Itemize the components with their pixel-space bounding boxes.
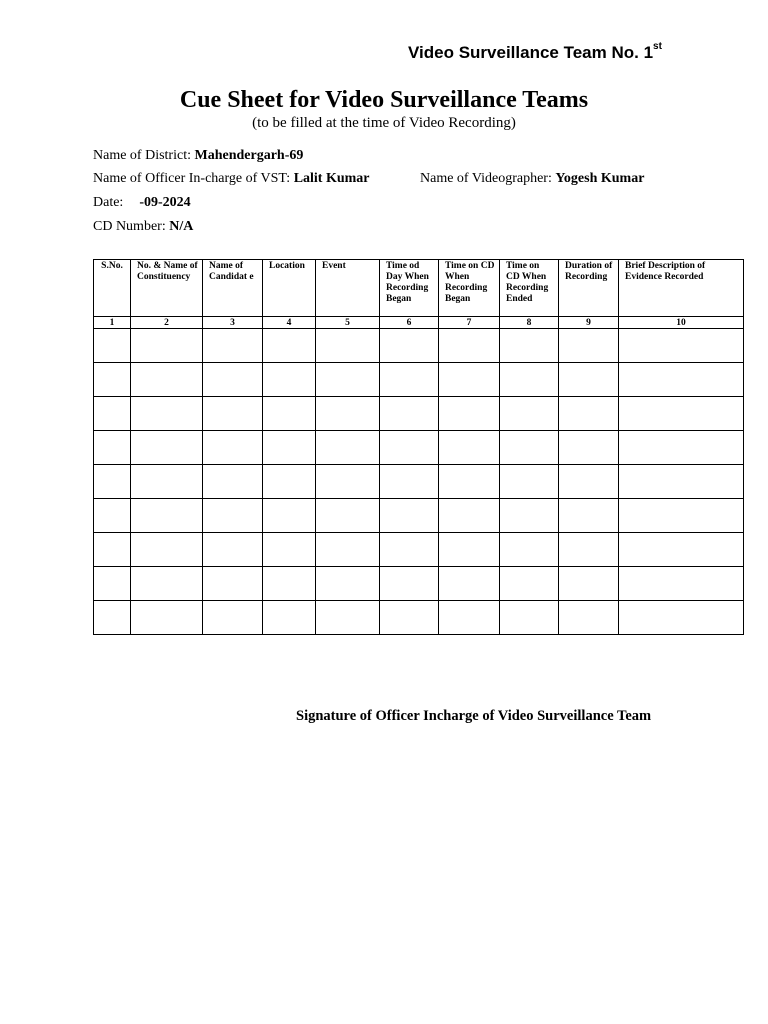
table-row [94, 431, 744, 465]
date-value: -09-2024 [139, 195, 191, 210]
table-cell[interactable] [263, 465, 316, 499]
table-cell[interactable] [316, 567, 380, 601]
officer-label: Name of Officer In-charge of VST: [93, 171, 291, 186]
table-cell[interactable] [439, 363, 500, 397]
table-cell[interactable] [559, 601, 619, 635]
table-cell[interactable] [131, 499, 203, 533]
team-number-label: Video Surveillance Team No. 1 [408, 43, 654, 62]
table-cell[interactable] [263, 601, 316, 635]
table-cell[interactable] [94, 533, 131, 567]
table-cell[interactable] [619, 397, 744, 431]
table-cell[interactable] [203, 431, 263, 465]
table-body [94, 329, 744, 635]
table-cell[interactable] [559, 431, 619, 465]
table-cell[interactable] [131, 397, 203, 431]
column-header-constituency: No. & Name of Constituency [131, 260, 203, 317]
page-title-text: Cue Sheet for Video Surveillance Teams [179, 87, 589, 113]
column-header-time-cd-ended: Time on CD When Recording Ended [500, 260, 559, 317]
table-number-row [94, 317, 744, 329]
table-cell[interactable] [263, 533, 316, 567]
table-cell[interactable] [203, 465, 263, 499]
table-cell[interactable] [380, 601, 439, 635]
table-cell[interactable] [619, 363, 744, 397]
table-cell[interactable] [380, 363, 439, 397]
table-cell[interactable] [559, 499, 619, 533]
column-header-sno: S.No. [94, 260, 131, 317]
table-cell[interactable] [263, 363, 316, 397]
table-row [94, 499, 744, 533]
table-cell[interactable] [439, 567, 500, 601]
column-number: 6 [380, 317, 439, 329]
table-cell[interactable] [94, 329, 131, 363]
table-cell[interactable] [203, 533, 263, 567]
table-cell[interactable] [94, 601, 131, 635]
table-cell[interactable] [559, 397, 619, 431]
table-cell[interactable] [500, 329, 559, 363]
table-cell[interactable] [94, 567, 131, 601]
table-cell[interactable] [439, 601, 500, 635]
column-number: 4 [263, 317, 316, 329]
videographer-field [420, 171, 644, 187]
table-cell[interactable] [131, 567, 203, 601]
table-cell[interactable] [439, 431, 500, 465]
table-cell[interactable] [439, 533, 500, 567]
table-cell[interactable] [131, 601, 203, 635]
table-cell[interactable] [263, 329, 316, 363]
date-field [93, 195, 191, 211]
page-title [0, 87, 768, 114]
table-cell[interactable] [500, 465, 559, 499]
table-row [94, 567, 744, 601]
table-cell[interactable] [559, 329, 619, 363]
table-cell[interactable] [619, 499, 744, 533]
date-label: Date: [93, 195, 124, 210]
table-cell[interactable] [316, 431, 380, 465]
table-row [94, 397, 744, 431]
column-number: 9 [559, 317, 619, 329]
table-cell[interactable] [263, 567, 316, 601]
table-cell[interactable] [94, 431, 131, 465]
district-field [93, 148, 303, 164]
district-label: Name of District: [93, 148, 191, 163]
column-header-event: Event [316, 260, 380, 317]
table-cell[interactable] [500, 363, 559, 397]
table-cell[interactable] [316, 397, 380, 431]
table-cell[interactable] [131, 465, 203, 499]
table-cell[interactable] [380, 499, 439, 533]
table-cell[interactable] [559, 533, 619, 567]
column-number: 7 [439, 317, 500, 329]
table-cell[interactable] [500, 533, 559, 567]
table-row [94, 533, 744, 567]
table-cell[interactable] [619, 329, 744, 363]
team-number-suffix: st [653, 41, 662, 53]
table-cell[interactable] [316, 601, 380, 635]
table-row [94, 329, 744, 363]
cd-number-label: CD Number: [93, 219, 166, 234]
table-cell[interactable] [316, 533, 380, 567]
table-row [94, 465, 744, 499]
table-cell[interactable] [316, 465, 380, 499]
table-cell[interactable] [316, 329, 380, 363]
table-cell[interactable] [500, 431, 559, 465]
column-header-location: Location [263, 260, 316, 317]
officer-value: Lalit Kumar [293, 171, 370, 186]
table-cell[interactable] [94, 465, 131, 499]
table-cell[interactable] [439, 499, 500, 533]
table-cell[interactable] [203, 499, 263, 533]
table-cell[interactable] [619, 533, 744, 567]
column-header-time-of-day: Time od Day When Recording Began [380, 260, 439, 317]
table-cell[interactable] [380, 329, 439, 363]
cd-number-value: N/A [169, 219, 194, 234]
district-value: Mahendergarh-69 [194, 148, 304, 163]
videographer-value: Yogesh Kumar [555, 171, 645, 186]
cue-sheet-table [93, 259, 744, 635]
table-cell[interactable] [500, 567, 559, 601]
table-cell[interactable] [619, 431, 744, 465]
table-cell[interactable] [619, 601, 744, 635]
table-cell[interactable] [559, 465, 619, 499]
column-number: 10 [619, 317, 744, 329]
table-cell[interactable] [500, 397, 559, 431]
officer-field [93, 171, 370, 187]
table-cell[interactable] [203, 567, 263, 601]
table-cell[interactable] [380, 533, 439, 567]
table-cell[interactable] [559, 567, 619, 601]
table-cell[interactable] [263, 431, 316, 465]
table-cell[interactable] [94, 363, 131, 397]
table-cell[interactable] [203, 397, 263, 431]
table-cell[interactable] [619, 465, 744, 499]
table-cell[interactable] [131, 329, 203, 363]
table-cell[interactable] [131, 431, 203, 465]
table-cell[interactable] [439, 465, 500, 499]
table-cell[interactable] [439, 397, 500, 431]
table-cell[interactable] [94, 397, 131, 431]
column-header-duration: Duration of Recording [559, 260, 619, 317]
table-cell[interactable] [316, 363, 380, 397]
table-cell[interactable] [203, 329, 263, 363]
table-cell[interactable] [500, 601, 559, 635]
column-number: 5 [316, 317, 380, 329]
videographer-label: Name of Videographer: [420, 171, 552, 186]
column-number: 1 [94, 317, 131, 329]
signature-line: Signature of Officer Incharge of Video Surveillance Team [296, 708, 652, 724]
table-cell[interactable] [131, 363, 203, 397]
table-cell[interactable] [619, 567, 744, 601]
page-subtitle: (to be filled at the time of Video Recording) [252, 115, 516, 131]
table-row [94, 601, 744, 635]
cd-number-field [93, 219, 193, 235]
table-cell[interactable] [380, 397, 439, 431]
table-cell[interactable] [439, 329, 500, 363]
table-cell[interactable] [380, 465, 439, 499]
table-cell[interactable] [559, 363, 619, 397]
column-header-candidate: Name of Candidat e [203, 260, 263, 317]
table-cell[interactable] [131, 533, 203, 567]
table-cell[interactable] [263, 397, 316, 431]
table-cell[interactable] [94, 499, 131, 533]
table-cell[interactable] [380, 431, 439, 465]
column-number: 3 [203, 317, 263, 329]
table-cell[interactable] [500, 499, 559, 533]
column-number: 8 [500, 317, 559, 329]
table-cell[interactable] [380, 567, 439, 601]
table-cell[interactable] [316, 499, 380, 533]
table-cell[interactable] [263, 499, 316, 533]
table-row [94, 363, 744, 397]
table-header-row [94, 260, 744, 317]
column-number: 2 [131, 317, 203, 329]
team-number-heading [408, 43, 662, 63]
column-header-time-cd-began: Time on CD When Recording Began [439, 260, 500, 317]
column-header-description: Brief Description of Evidence Recorded [619, 260, 744, 317]
table-cell[interactable] [203, 601, 263, 635]
table-cell[interactable] [203, 363, 263, 397]
